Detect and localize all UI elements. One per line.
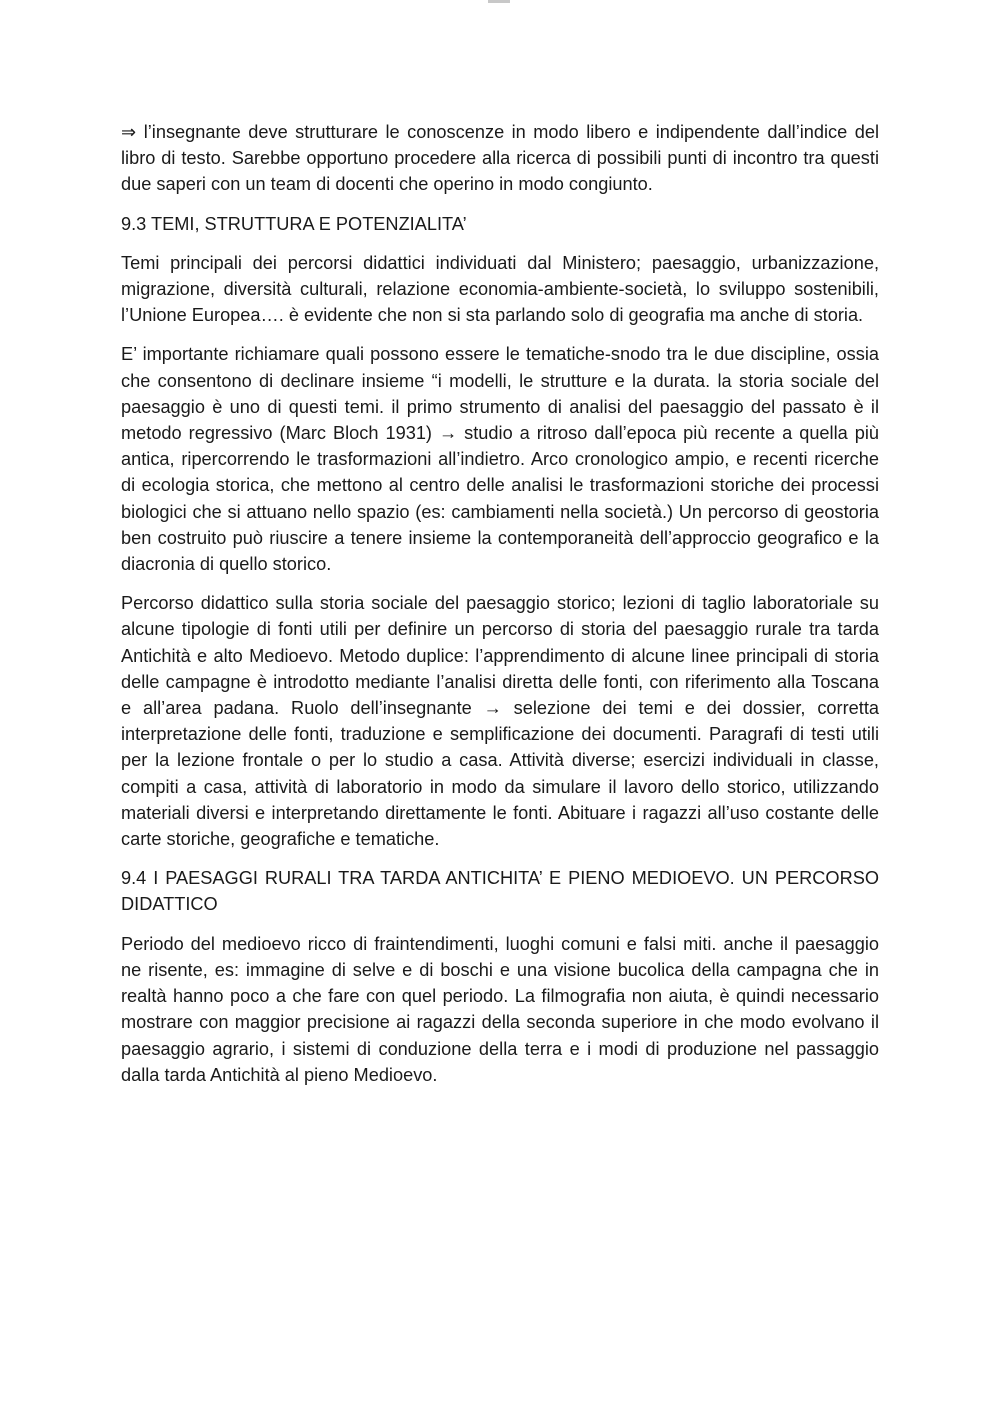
paragraph-main-themes: Temi principali dei percorsi didattici individuati dal Ministero; paesaggio, urbanizzazione, migrazione, diversità culturali, relazione economia-ambiente-società, lo sviluppo sostenibili, l’Unione Europea…. è evidente che non si sta parlando solo di geografia ma anche di storia. <box>121 252 879 326</box>
paragraph-didactic-path: Percorso didattico sulla storia sociale del paesaggio storico; lezioni di taglio laboratoriale su alcune tipologie di fonti utili per definire un percorso di storia del paesaggio rurale tra tarda Antichità e alto Medioevo. Metodo duplice: l’apprendimento di alcune linee principali di storia delle campagne è introdotto mediante l’analisi diretta delle fonti, con riferimento alla Toscana e all’area padana. Ruolo dell’insegnante → selezione dei temi e dei dossier, corretta interpretazione delle fonti, traduzione e semplificazione dei documenti. Paragrafi di testi utili per la lezione frontale o per lo studio a casa. Attività diverse; esercizi individuali in classe, compiti a casa, attività di laboratorio in modo da simulare il lavoro dello storico, utilizzando materiali diversi e interpretando direttamente le fonti. Abituare i ragazzi all’uso costante delle carte storiche, geografiche e tematiche. <box>121 593 879 850</box>
section-heading-9-3: 9.3 TEMI, STRUTTURA E POTENZIALITA’ <box>121 213 467 234</box>
header-mark <box>488 0 510 3</box>
paragraph-node-themes: E’ importante richiamare quali possono essere le tematiche-snodo tra le due discipline, ossia che consentono di declinare insieme “i modelli, le strutture e la durata. la storia sociale del paesaggio è uno di questi temi. il primo strumento di analisi del paesaggio del passato è il metodo regressivo (Marc Bloch 1931) → studio a ritroso dall’epoca più recente a quella più antica, ripercorrendo le trasformazioni all’indietro. Arco cronologico ampio, e recenti ricerche di ecologia storica, che mettono al centro delle analisi le trasformazioni storiche dei processi biologici che si attuano nello spazio (es: cambiamenti nella società.) Un percorso di geostoria ben costruito può riuscire a tenere insieme la contemporaneità dell’approccio geografico e la diacronia di quello storico. <box>121 344 879 575</box>
page-content <box>121 119 879 1101</box>
section-heading-9-4: 9.4 I PAESAGGI RURALI TRA TARDA ANTICHITA’ E PIENO MEDIOEVO. UN PERCORSO DIDATTICO <box>121 868 879 915</box>
paragraph-medieval-period: Periodo del medioevo ricco di fraintendimenti, luoghi comuni e falsi miti. anche il paesaggio ne risente, es: immagine di selve e di boschi e una visione bucolica della campagna che in realtà hanno poco a che fare con quel periodo. La filmografia non aiuta, è quindi necessario mostrare con maggior precisione ai ragazzi della seconda superiore in che modo evolvano il paesaggio agrario, i sistemi di conduzione della terra e i modi di produzione nel passaggio dalla tarda Antichità al pieno Medioevo. <box>121 933 879 1085</box>
paragraph-teacher-role: ⇒ l’insegnante deve strutturare le conoscenze in modo libero e indipendente dall’indice del libro di testo. Sarebbe opportuno procedere alla ricerca di possibili punti di incontro tra questi due saperi con un team di docenti che operino in modo congiunto. <box>121 122 879 195</box>
